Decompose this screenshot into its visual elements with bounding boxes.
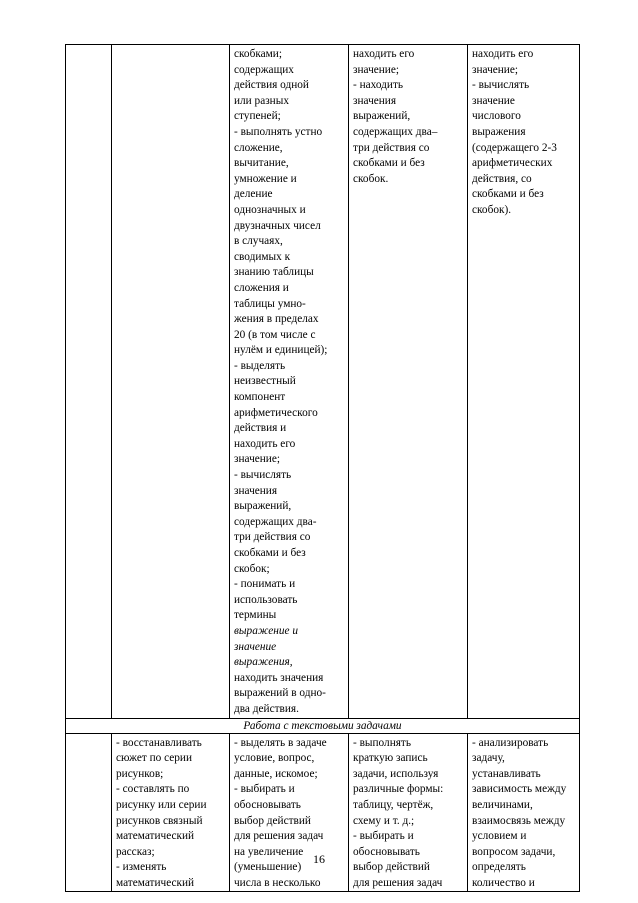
table-cell — [112, 733, 230, 892]
cell-text-line: рассказ; — [116, 845, 155, 858]
table-cell — [349, 45, 468, 719]
cell-text-line: различные формы: — [353, 783, 444, 796]
cell-text-line: рисунков связный — [116, 814, 203, 827]
table-cell — [349, 733, 468, 892]
cell-text-line: - восстанавливать — [116, 736, 202, 749]
cell-text-line: сложения и — [234, 281, 289, 294]
cell-text-line: термины — [234, 609, 277, 622]
section-title: Работа с текстовыми задачами — [66, 718, 580, 733]
cell-text-line: математический — [116, 830, 195, 843]
cell-text-line: скобок. — [353, 172, 389, 185]
cell-text-line: значение — [472, 94, 515, 107]
curriculum-table — [65, 44, 580, 892]
cell-text-line: обосновывать — [234, 798, 301, 811]
cell-text-line: в случаях, — [234, 235, 283, 248]
cell-text-line: краткую запись — [353, 752, 428, 765]
cell-text-line: использовать — [234, 593, 298, 606]
cell-text-line: скобками; — [234, 48, 282, 60]
cell-text-line: находить его — [472, 48, 534, 60]
cell-text-line: - анализировать — [472, 736, 549, 749]
cell-text-line: задачи, используя — [353, 767, 439, 780]
cell-text-line: - понимать и — [234, 578, 296, 591]
cell-text-line: взаимосвязь между — [472, 814, 566, 827]
cell-text-line: условием и — [472, 830, 527, 843]
cell-text-line: зависимость между — [472, 783, 567, 796]
table-cell — [468, 45, 580, 719]
cell-text-line: - вычислять — [234, 469, 292, 482]
cell-text-line: числового — [472, 110, 521, 123]
cell-text-line: находить его — [353, 48, 415, 60]
table-cell — [230, 733, 349, 892]
page-number: 16 — [313, 852, 325, 866]
cell-text-line: содержащих — [234, 63, 294, 76]
cell-text-line: три действия со — [353, 141, 430, 154]
cell-text-line: схему и т. д.; — [353, 814, 415, 827]
cell-text-line: находить значения — [234, 671, 324, 684]
cell-text-line: - выбирать и — [234, 783, 295, 796]
cell-text-line: скобками и без — [472, 188, 544, 201]
cell-text-line: значение; — [353, 63, 400, 76]
cell-text-line: неизвестный — [234, 375, 296, 388]
cell-text-line: выражений, — [353, 110, 411, 123]
table-cell — [468, 733, 580, 892]
cell-text-line: выбор действий — [353, 861, 430, 874]
cell-text-line: сложение, — [234, 141, 283, 154]
cell-text-line: значение; — [234, 453, 281, 466]
table-cell — [66, 733, 112, 892]
cell-text-line: числа в несколько — [234, 876, 321, 889]
cell-text-line: математический — [116, 876, 195, 889]
cell-text-line: определять — [472, 861, 526, 874]
cell-text-line: - выделять в задаче — [234, 736, 327, 749]
table-row — [66, 45, 580, 719]
cell-text-line: - составлять по — [116, 783, 190, 796]
cell-text-line: 20 (в том числе с — [234, 328, 316, 341]
table-cell — [66, 45, 112, 719]
cell-text-line: действия и — [234, 422, 287, 435]
cell-text-line: ступеней; — [234, 110, 281, 123]
cell-text-line: арифметического — [234, 406, 318, 419]
cell-text-line: находить его — [234, 437, 296, 450]
cell-text-line: действия, со — [472, 172, 532, 185]
cell-text-line: - выделять — [234, 359, 286, 372]
cell-text-line: три действия со — [234, 531, 311, 544]
cell-text-line: выражения, — [234, 656, 293, 669]
cell-text-line: на увеличение — [234, 845, 304, 858]
cell-text-line: - находить — [353, 79, 404, 92]
cell-text-line: - выполнять устно — [234, 125, 323, 138]
cell-text-line: значения — [353, 94, 397, 107]
cell-text-line: скобками и без — [234, 547, 306, 559]
cell-text-line: действия одной — [234, 79, 309, 92]
cell-text-line: арифметических — [472, 157, 553, 170]
cell-text-line: данные, искомое; — [234, 767, 318, 780]
table-cell — [112, 45, 230, 719]
cell-text-line: выражений в одно- — [234, 687, 326, 700]
cell-text-line: величинами, — [472, 798, 533, 811]
cell-text-line: скобок; — [234, 562, 270, 575]
cell-text-line: двузначных чисел — [234, 219, 321, 232]
cell-text-line: рисунку или серии — [116, 798, 207, 811]
cell-text-line: нулём и единицей); — [234, 344, 328, 357]
cell-text-line: для решения задач — [353, 876, 443, 889]
cell-text-line: выражения — [472, 125, 526, 138]
cell-text-line: значение; — [472, 63, 519, 76]
cell-text-line: сводимых к — [234, 250, 291, 263]
cell-text-line: два действия. — [234, 702, 299, 715]
cell-text-line: значения — [234, 484, 278, 497]
cell-text-line: содержащих два– — [353, 125, 438, 138]
cell-text-line: выражение и — [234, 624, 298, 637]
cell-text-line: компонент — [234, 391, 286, 404]
cell-text-line: вопросом задачи, — [472, 845, 556, 858]
cell-text-line: значение — [234, 640, 277, 653]
table-row — [66, 733, 580, 892]
cell-text-line: для решения задач — [234, 830, 324, 843]
cell-text-line: скобками и без — [353, 157, 425, 170]
cell-text-line: таблицы умно- — [234, 297, 306, 310]
cell-text-line: выбор действий — [234, 814, 311, 827]
cell-text-line: однозначных и — [234, 203, 306, 216]
cell-text-line: скобок). — [472, 203, 512, 216]
cell-text-line: - выполнять — [353, 736, 412, 749]
cell-text-line: рисунков; — [116, 767, 164, 780]
cell-text-line: умножение и — [234, 172, 297, 185]
cell-text-line: (содержащего 2-3 — [472, 141, 557, 154]
cell-text-line: содержащих два- — [234, 515, 317, 528]
section-header-row — [66, 718, 580, 733]
cell-text-line: деление — [234, 188, 273, 201]
cell-text-line: выражений, — [234, 500, 292, 513]
cell-text-line: - вычислять — [472, 79, 530, 92]
cell-text-line: количество и — [472, 876, 535, 889]
cell-text-line: устанавливать — [472, 767, 541, 780]
cell-text-line: сюжет по серии — [116, 752, 193, 765]
cell-text-line: (уменьшение) — [234, 861, 302, 874]
cell-text-line: жения в пределах — [234, 313, 319, 326]
cell-text-line: - изменять — [116, 861, 167, 874]
cell-text-line: таблицу, чертёж, — [353, 798, 434, 811]
cell-text-line: обосновывать — [353, 845, 420, 858]
table-cell — [230, 45, 349, 719]
cell-text-line: или разных — [234, 94, 289, 107]
cell-text-line: вычитание, — [234, 157, 289, 170]
cell-text-line: задачу, — [472, 752, 505, 765]
cell-text-line: условие, вопрос, — [234, 752, 315, 765]
cell-text-line: - выбирать и — [353, 830, 414, 843]
cell-text-line: знанию таблицы — [234, 266, 314, 279]
